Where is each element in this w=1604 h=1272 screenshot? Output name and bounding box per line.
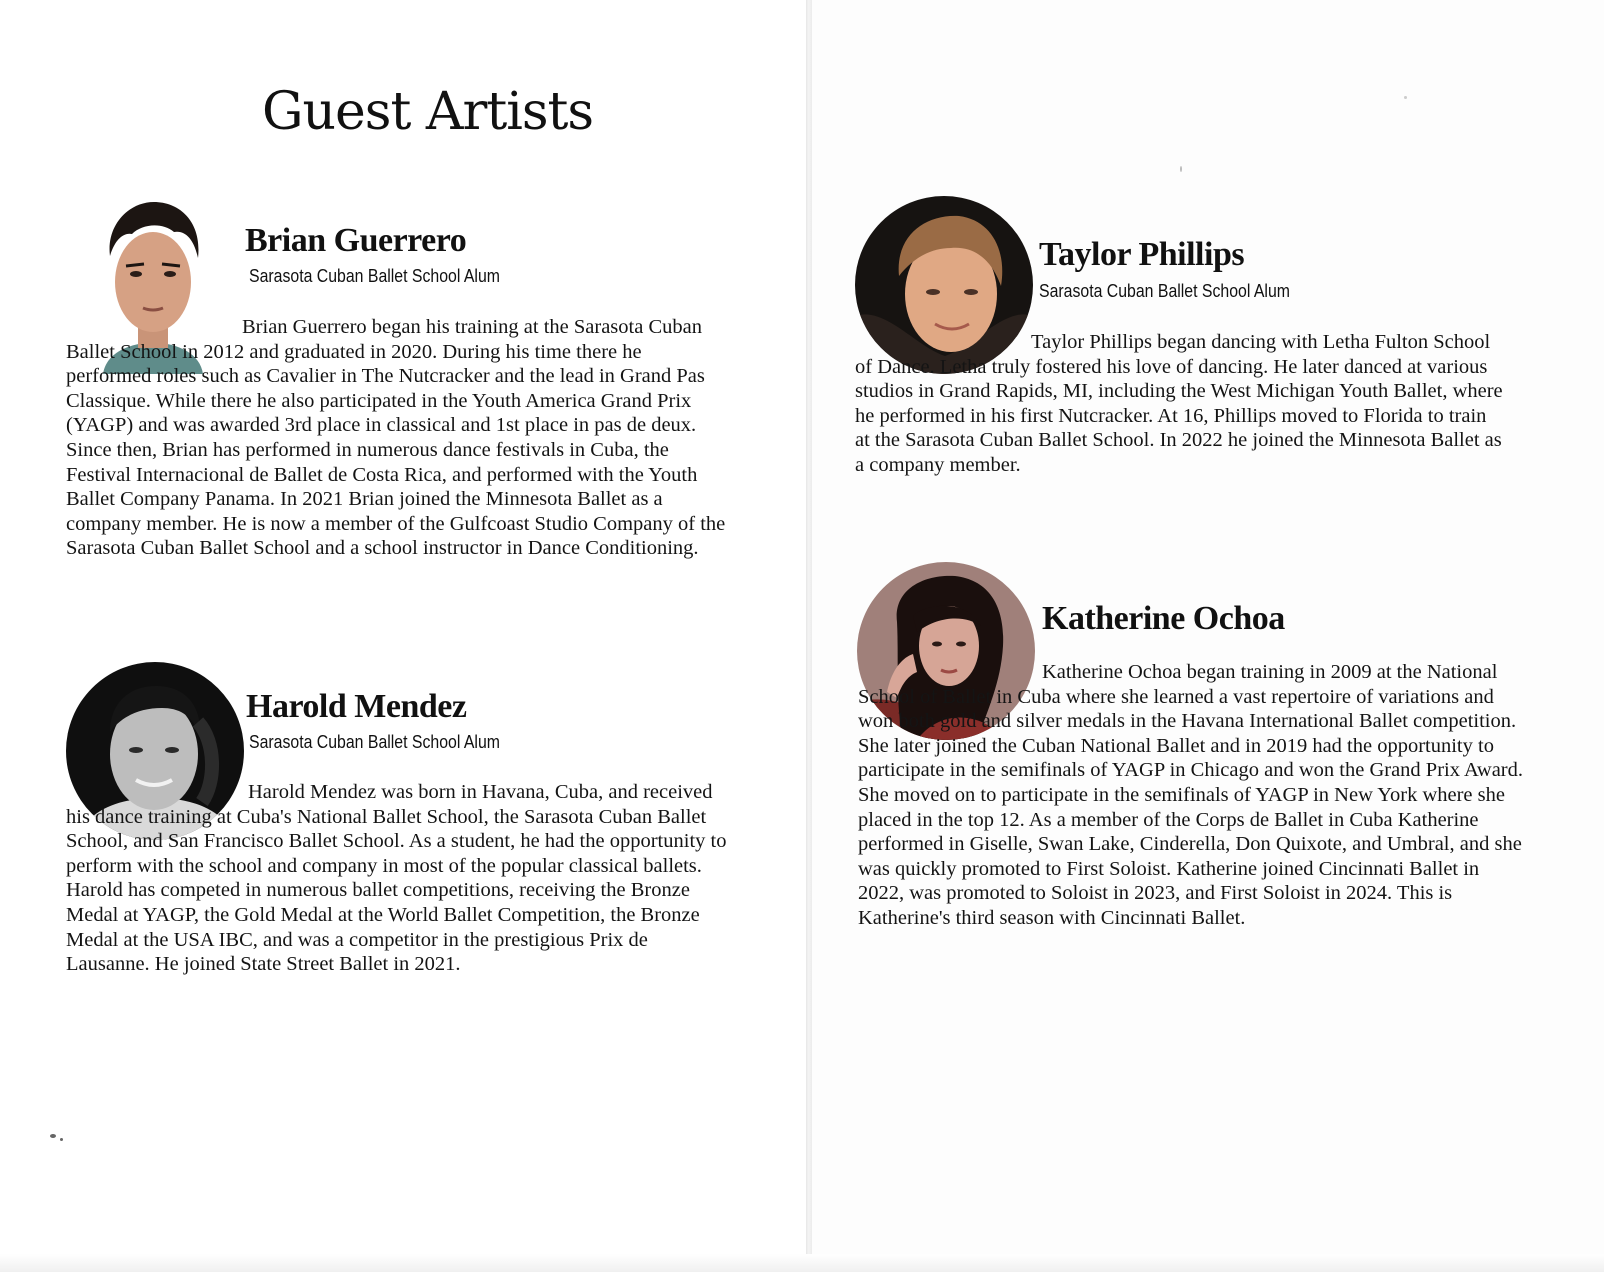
artist-bio-text: Brian Guerrero began his training at the Sarasota Cuban Ballet School in 2012 and graduated in 2020. During his time there he performed roles such as Cavalier in The Nutcracker and the lead in Grand Pas Classique. While there he also participated in the Youth America Grand Prix (YAGP) and was awarded 3rd place in classical and 1st place in pas de deux. Since then, Brian has performed in numerous dance festivals in Cuba, the Festival Internacional de Ballet de Costa Rica, and performed with the Youth Ballet Company Panama. In 2021 Brian joined the Minnesota Ballet as a company member. He is now a member of the Gulfcoast Studio Company of the Sarasota Cuban Ballet School and a school instructor in Dance Conditioning. — [66, 316, 726, 560]
artist-bio-harold-mendez — [66, 780, 732, 977]
artist-bio-brian-guerrero — [66, 315, 732, 561]
scan-speck — [50, 1134, 56, 1138]
artist-bio-text: Katherine Ochoa began training in 2009 at the National School of Ballet in Cuba where she learned a vast repertoire of variations and won both gold and silver medals in the Havana International Ballet competition. She later joined the Cuban National Ballet and in 2019 had the opportunity to participate in the semifinals of YAGP in Chicago and won the Grand Prix Award. She moved on to participate in the semifinals of YAGP in New York where she placed in the top 12. As a member of the Corps de Ballet in Cuba Katherine performed in Giselle, Swan Lake, Cinderella, Don Quixote, and Umbral, and she was quickly promoted to First Soloist. Katherine joined Cincinnati Ballet in 2022, was promoted to Soloist in 2023, and First Soloist in 2024. This is Katherine's third season with Cincinnati Ballet. — [858, 661, 1523, 929]
artist-subtitle-brian-guerrero: Sarasota Cuban Ballet School Alum — [249, 266, 500, 286]
artist-name-taylor-phillips: Taylor Phillips — [1039, 236, 1245, 273]
artist-name-harold-mendez: Harold Mendez — [246, 688, 467, 725]
artist-bio-katherine-ochoa — [858, 660, 1528, 931]
scan-speck — [1404, 96, 1407, 99]
artist-name-brian-guerrero: Brian Guerrero — [245, 222, 467, 259]
artist-bio-text: Harold Mendez was born in Havana, Cuba, and received his dance training at Cuba's National Ballet School, the Sarasota Cuban Ballet School, and San Francisco Ballet School. As a student, he had the opportunity to perform with the school and company in most of the popular classical ballets. Harold has competed in numerous ballet competitions, receiving the Bronze Medal at YAGP, the Gold Medal at the World Ballet Competition, the Bronze Medal at the USA IBC, and was a competitor in the prestigious Prix de Lausanne. He joined State Street Ballet in 2021. — [66, 781, 727, 976]
scan-speck — [60, 1138, 63, 1141]
artist-subtitle-taylor-phillips: Sarasota Cuban Ballet School Alum — [1039, 281, 1290, 301]
artist-name-katherine-ochoa: Katherine Ochoa — [1042, 600, 1285, 637]
artist-subtitle-harold-mendez: Sarasota Cuban Ballet School Alum — [249, 732, 500, 752]
scan-speck — [1180, 166, 1182, 172]
artist-bio-text: Taylor Phillips began dancing with Letha Fulton School of Dance. Letha truly fostered his love of dancing. He later danced at various studios in Grand Rapids, MI, including the West Michigan Youth Ballet, where he performed in his first Nutcracker. At 16, Phillips moved to Florida to train at the Sarasota Cuban Ballet School. In 2022 he joined the Minnesota Ballet as a company member. — [855, 331, 1503, 476]
page-bottom-edge — [0, 1254, 1604, 1272]
artist-bio-taylor-phillips — [855, 330, 1505, 478]
page-title: Guest Artists — [262, 82, 594, 142]
